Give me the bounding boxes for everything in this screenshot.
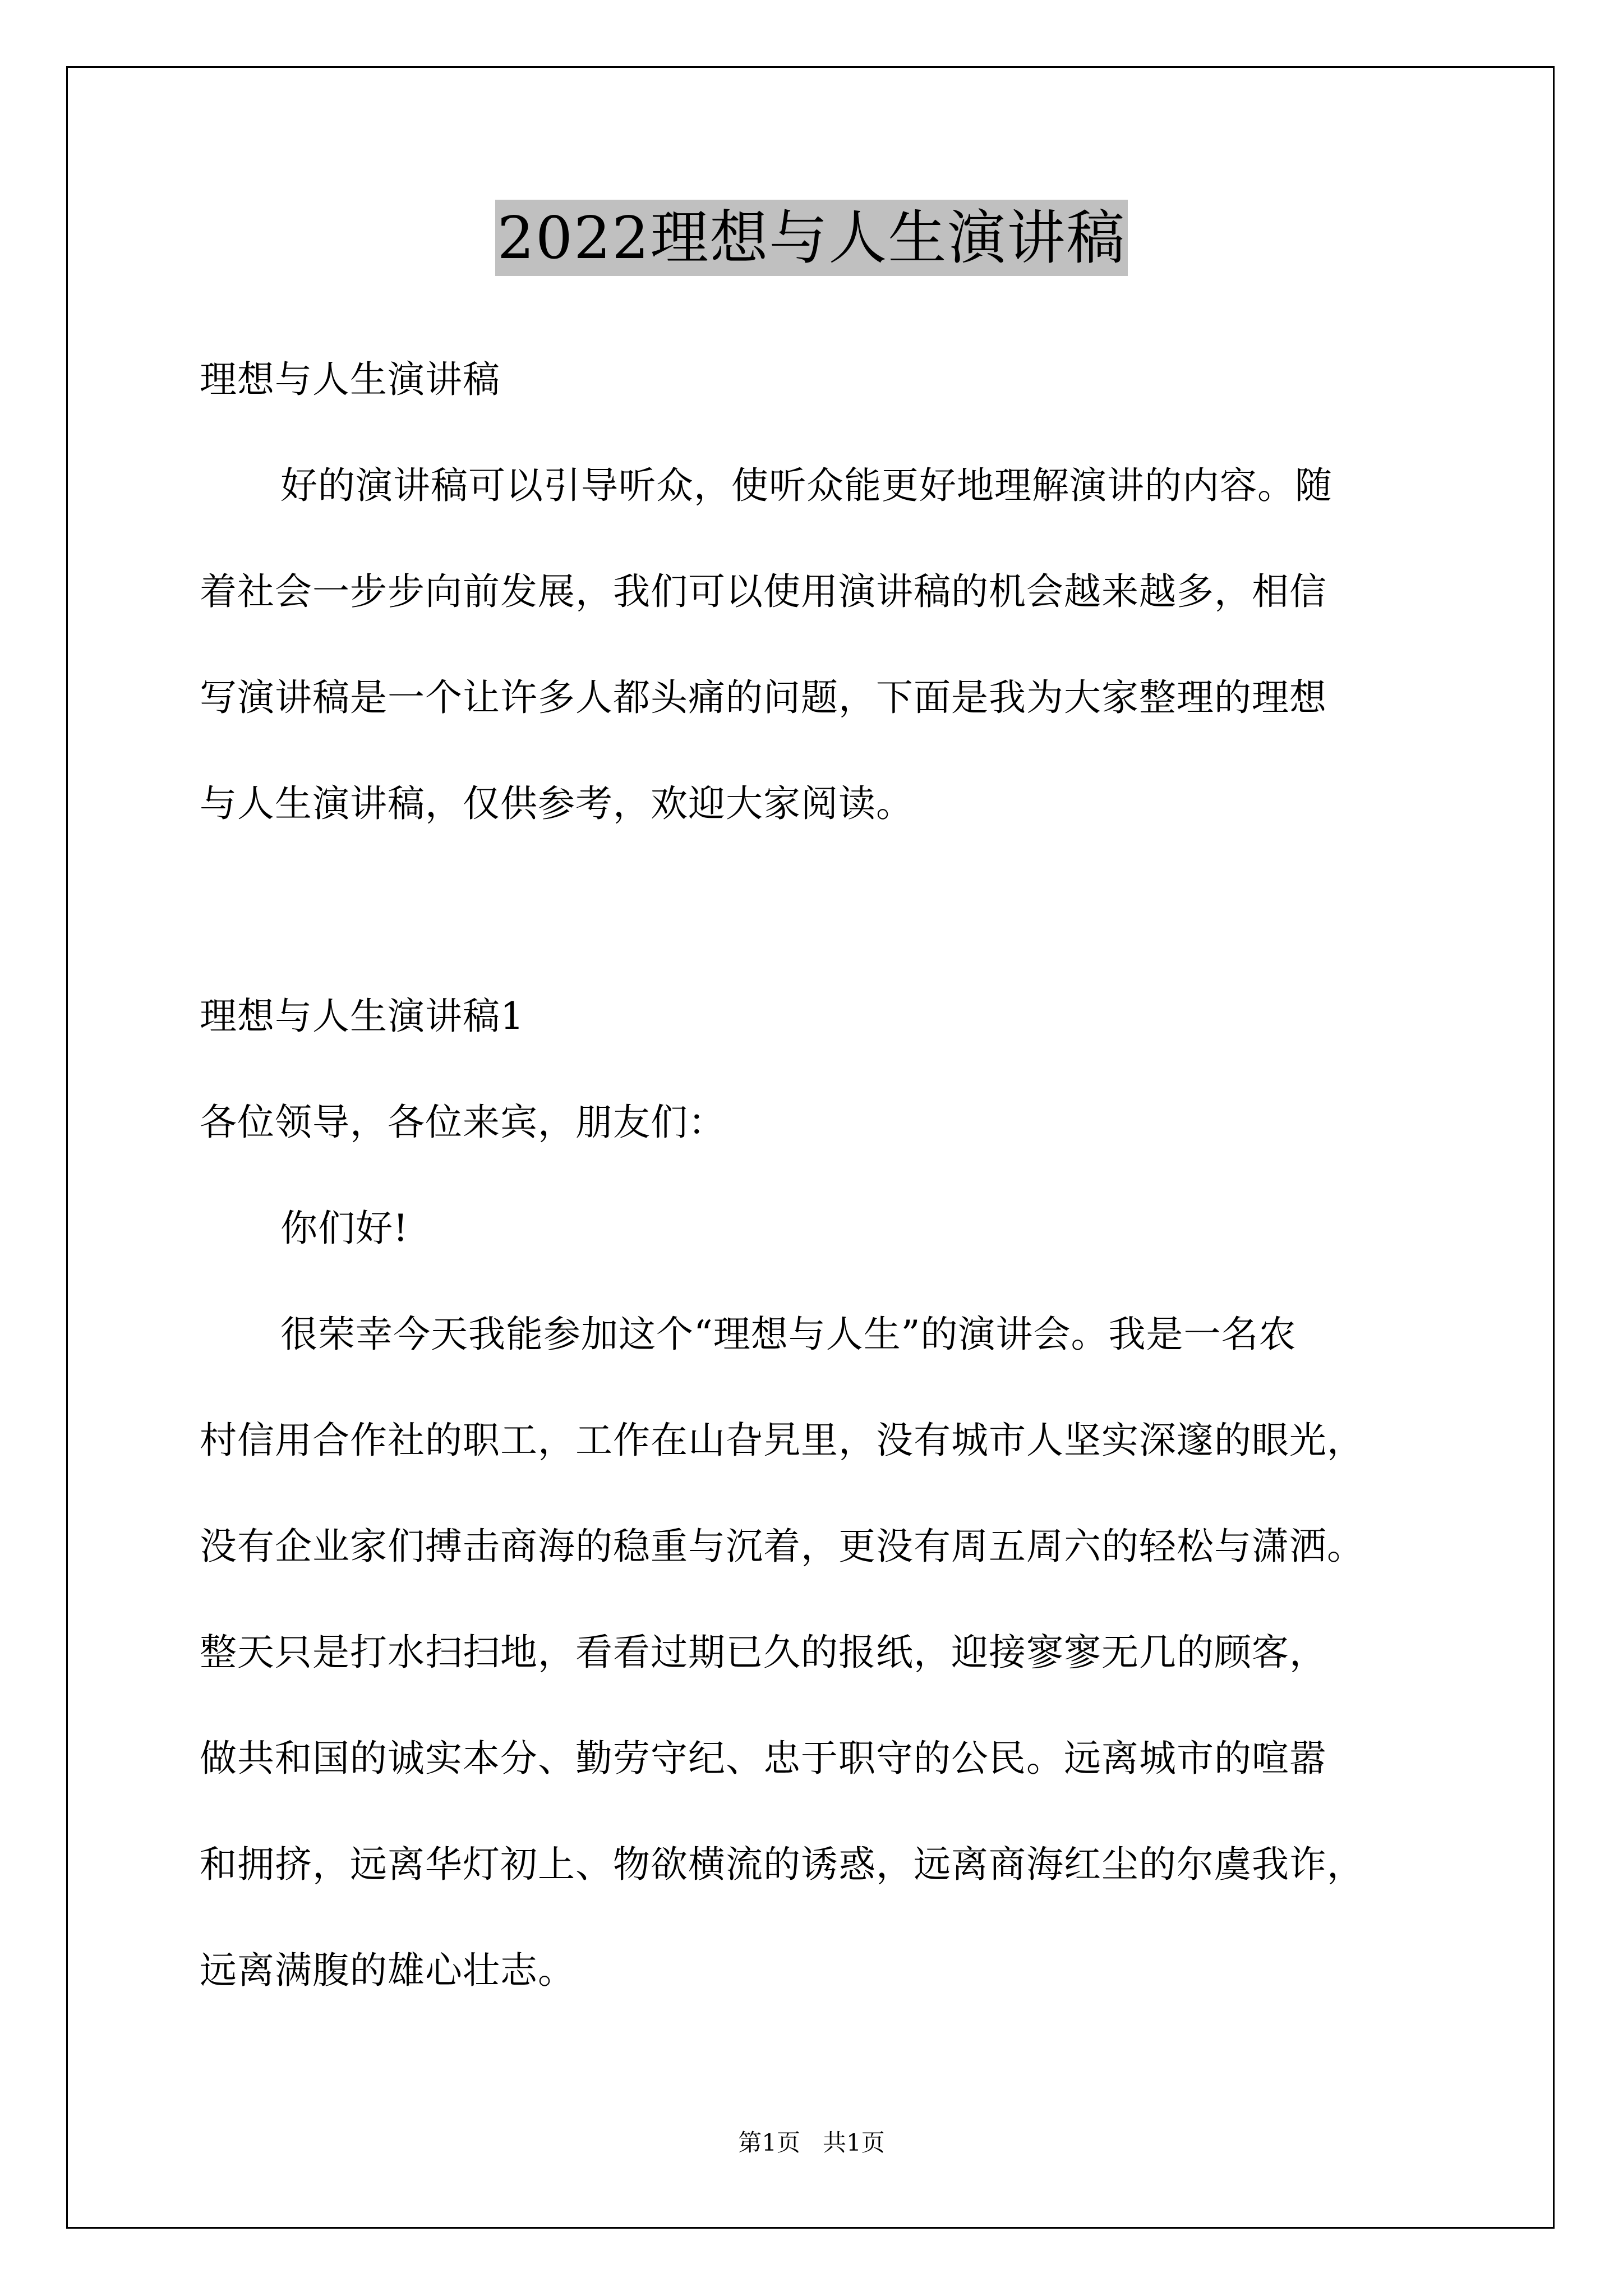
body-line-1: 很荣幸今天我能参加这个“理想与人生”的演讲会。我是一名农 [280, 1313, 1297, 1356]
body-line-6: 和拥挤，远离华灯初上、物欲横流的诱惑，远离商海红尘的尔虞我诈， [200, 1843, 1364, 1886]
body-line-2: 村信用合作社的职工，工作在山旮旯里，没有城市人坚实深邃的眼光， [200, 1419, 1364, 1462]
body-line-7: 远离满腹的雄心壮志。 [200, 1949, 575, 1992]
title-container [0, 200, 1623, 276]
body-line-3: 没有企业家们搏击商海的稳重与沉着，更没有周五周六的轻松与潇洒。 [200, 1525, 1364, 1568]
greeting: 你们好! [280, 1207, 409, 1250]
body-line-5: 做共和国的诚实本分、勤劳守纪、忠于职守的公民。远离城市的喧嚣 [200, 1737, 1327, 1780]
page-footer: 第1页 共1页 [738, 2129, 885, 2156]
section-heading: 理想与人生演讲稿1 [200, 995, 524, 1038]
document-subtitle: 理想与人生演讲稿 [200, 358, 500, 401]
body-line-4: 整天只是打水扫扫地，看看过期已久的报纸，迎接寥寥无几的顾客， [200, 1631, 1327, 1674]
salutation: 各位领导，各位来宾，朋友们： [200, 1101, 726, 1144]
intro-line-4: 与人生演讲稿，仅供参考，欢迎大家阅读。 [200, 782, 914, 825]
intro-line-2: 着社会一步步向前发展，我们可以使用演讲稿的机会越来越多，相信 [200, 570, 1327, 613]
intro-line-1: 好的演讲稿可以引导听众，使听众能更好地理解演讲的内容。随 [280, 464, 1332, 507]
document-title: 2022理想与人生演讲稿 [495, 200, 1128, 276]
intro-line-3: 写演讲稿是一个让许多人都头痛的问题，下面是我为大家整理的理想 [200, 676, 1327, 719]
